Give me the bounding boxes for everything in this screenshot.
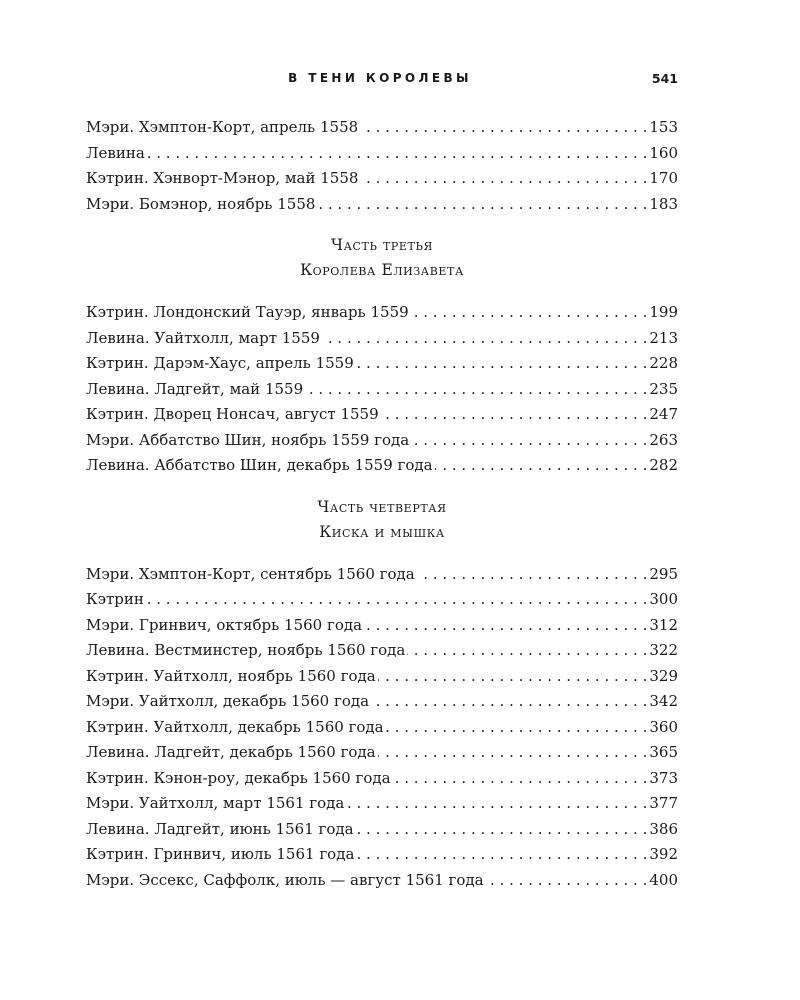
toc-entry-page: 322 — [649, 641, 678, 659]
toc-entry-page: 386 — [649, 819, 678, 838]
dot-leader — [386, 715, 648, 741]
toc-entry-title: Кэтрин. Хэнворт-Мэнор, май 1558 — [86, 169, 359, 187]
toc-section-part-three — [86, 217, 678, 479]
toc-entry — [86, 141, 678, 167]
toc-entry — [86, 192, 678, 218]
dot-leader — [346, 791, 647, 817]
toc-entry-page: 400 — [649, 870, 678, 889]
toc-entry — [86, 166, 678, 192]
toc-entry — [86, 842, 678, 868]
toc-entry — [86, 562, 678, 588]
toc-entry — [86, 453, 678, 479]
toc-entry-title: Кэтрин — [86, 590, 144, 608]
toc-entry-title: Кэтрин. Дарэм-Хаус, апрель 1559 — [86, 354, 354, 372]
toc-entry — [86, 326, 678, 352]
dot-leader — [378, 740, 648, 766]
toc-entry-page: 213 — [649, 328, 678, 347]
toc-entry-page: 377 — [649, 794, 678, 812]
table-of-contents — [86, 115, 678, 893]
toc-entry — [86, 664, 678, 690]
dot-leader — [356, 351, 648, 377]
dot-leader — [147, 141, 648, 167]
toc-section-part-four — [86, 479, 678, 894]
toc-entry-title: Левина. Ладгейт, май 1559 — [86, 379, 304, 398]
part-number: Часть четвертая — [317, 497, 447, 516]
running-head-title: В ТЕНИ КОРОЛЕВЫ — [288, 71, 472, 85]
running-head — [0, 71, 800, 91]
dot-leader — [322, 326, 647, 352]
toc-entry-title: Левина. Уайтхолл, март 1559 — [86, 328, 320, 347]
toc-entry-title: Левина. Ладгейт, июнь 1561 года — [86, 819, 354, 838]
toc-entry-title: Кэтрин. Лондонский Тауэр, январь 1559 — [86, 303, 409, 321]
dot-leader — [486, 868, 648, 894]
toc-entry-title: Кэтрин. Кэнон-роу, декабрь 1560 года — [86, 768, 391, 787]
toc-entry-page: 312 — [649, 615, 678, 634]
toc-entry-title: Мэри. Хэмптон-Корт, сентябрь 1560 года — [86, 564, 415, 583]
toc-entry-page: 228 — [649, 354, 678, 372]
dot-leader — [411, 300, 648, 326]
toc-entry-title: Кэтрин. Уайтхолл, ноябрь 1560 года — [86, 666, 376, 685]
dot-leader — [356, 842, 647, 868]
toc-entry — [86, 791, 678, 817]
toc-entry — [86, 817, 678, 843]
page-number: 541 — [651, 71, 678, 86]
toc-entry — [86, 638, 678, 664]
toc-entry-page: 183 — [649, 194, 678, 213]
toc-entry-page: 160 — [649, 143, 678, 162]
toc-entry-page: 263 — [649, 430, 678, 449]
toc-entry-title: Кэтрин. Дворец Нонсач, август 1559 — [86, 405, 379, 423]
toc-entry-page: 235 — [649, 379, 678, 398]
dot-leader — [435, 453, 648, 479]
toc-entry — [86, 115, 678, 141]
toc-entry — [86, 377, 678, 403]
toc-entry-title: Левина. Аббатство Шин, декабрь 1559 года — [86, 456, 433, 474]
toc-entry-page: 392 — [649, 845, 678, 863]
toc-section-continued — [86, 115, 678, 217]
dot-leader — [411, 428, 647, 454]
toc-entry-title: Мэри. Аббатство Шин, ноябрь 1559 года — [86, 430, 410, 449]
dot-leader — [378, 664, 648, 690]
dot-leader — [317, 192, 647, 218]
toc-entry-page: 342 — [649, 692, 678, 710]
toc-entry-title: Кэтрин. Уайтхолл, декабрь 1560 года — [86, 717, 384, 736]
toc-entry — [86, 613, 678, 639]
dot-leader — [146, 587, 647, 613]
toc-entry-page: 295 — [649, 564, 678, 583]
part-title: Киска и мышка — [319, 522, 445, 541]
toc-entry — [86, 300, 678, 326]
toc-entry-page: 199 — [649, 303, 678, 321]
dot-leader — [371, 689, 647, 715]
toc-entry — [86, 402, 678, 428]
dot-leader — [393, 766, 648, 792]
dot-leader — [360, 166, 647, 192]
dot-leader — [364, 613, 647, 639]
dot-leader — [305, 377, 647, 403]
toc-entry-page: 360 — [649, 717, 678, 736]
dot-leader — [356, 817, 648, 843]
toc-entry-title: Мэри. Гринвич, октябрь 1560 года — [86, 615, 363, 634]
dot-leader — [407, 638, 647, 664]
toc-entry — [86, 689, 678, 715]
toc-entry-title: Левина. Вестминстер, ноябрь 1560 года — [86, 641, 406, 659]
toc-entry — [86, 587, 678, 613]
toc-entry-title: Левина — [86, 143, 145, 162]
toc-entry-page: 247 — [649, 405, 678, 423]
dot-leader — [417, 562, 648, 588]
toc-entry — [86, 766, 678, 792]
toc-entry-title: Левина. Ладгейт, декабрь 1560 года — [86, 743, 376, 761]
toc-entry-title: Мэри. Уайтхолл, декабрь 1560 года — [86, 692, 370, 710]
toc-entry-page: 300 — [649, 590, 678, 608]
toc-entry-title: Мэри. Уайтхолл, март 1561 года — [86, 794, 345, 812]
toc-entry — [86, 351, 678, 377]
dot-leader — [360, 115, 647, 141]
toc-entry — [86, 740, 678, 766]
part-heading — [86, 479, 678, 562]
toc-entry-page: 153 — [649, 118, 678, 136]
toc-entry-page: 373 — [649, 768, 678, 787]
dot-leader — [381, 402, 648, 428]
part-title: Королева Елизавета — [300, 261, 464, 279]
part-heading — [86, 217, 678, 300]
toc-entry-title: Мэри. Эссекс, Саффолк, июль — август 1561 года — [86, 870, 484, 889]
toc-entry-page: 365 — [649, 743, 678, 761]
toc-entry — [86, 428, 678, 454]
toc-entry — [86, 715, 678, 741]
toc-entry-title: Кэтрин. Гринвич, июль 1561 года — [86, 845, 355, 863]
part-number: Часть третья — [330, 236, 433, 254]
toc-entry-title: Мэри. Хэмптон-Корт, апрель 1558 — [86, 118, 359, 136]
toc-entry-page: 170 — [649, 169, 678, 187]
toc-entry-title: Мэри. Бомэнор, ноябрь 1558 — [86, 194, 316, 213]
toc-entry-page: 329 — [649, 666, 678, 685]
toc-entry-page: 282 — [649, 456, 678, 474]
toc-entry — [86, 868, 678, 894]
